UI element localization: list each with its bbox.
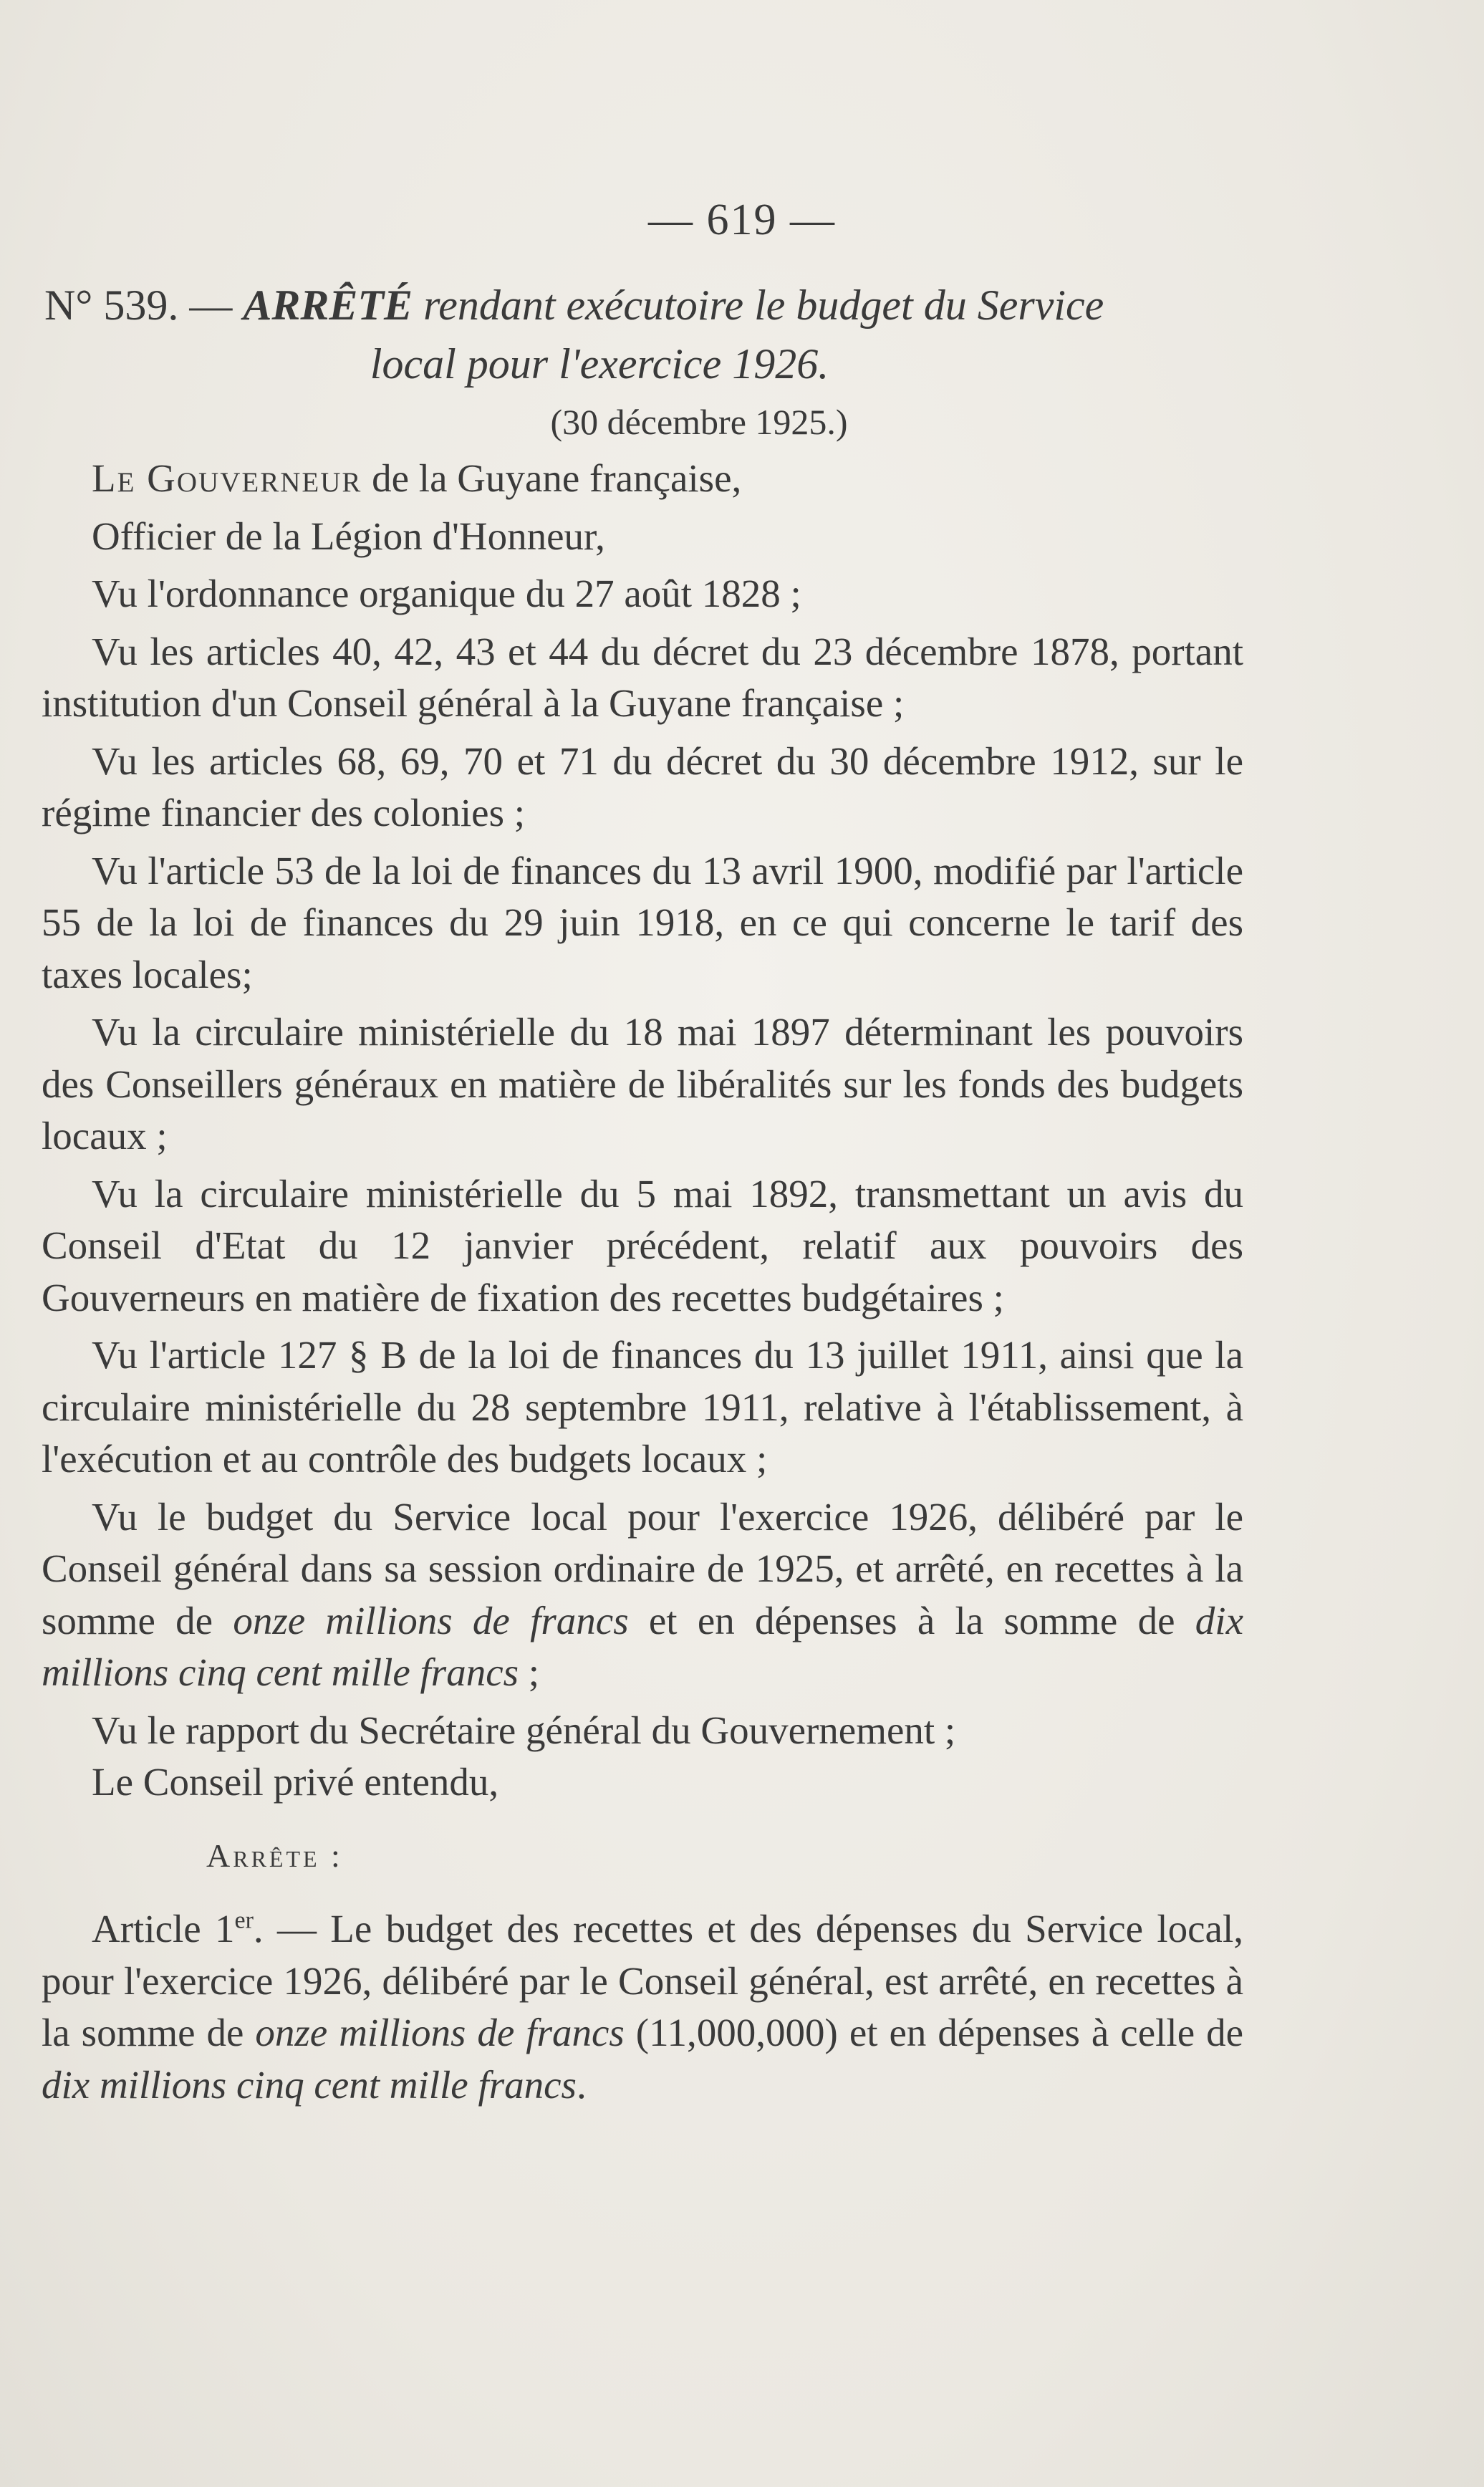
article-sup: er	[234, 1907, 254, 1934]
document-title	[44, 276, 1240, 393]
text-run: Vu le budget du Service local pour l'exercice 1926, délibéré par le Conseil général dans sa session ordinaire de 1925, et arrêté, en recettes à la somme de	[42, 1494, 1243, 1642]
vu-paragraph: Vu la circulaire ministérielle du 5 mai 1892, transmettant un avis du Conseil d'Etat du 12 janvier précédent, relatif aux pouvoirs des Gouverneurs en matière de fixation des recettes budgétaires ;	[42, 1171, 1243, 1319]
text-run: .	[576, 2062, 587, 2107]
text-run: et en dépenses à la somme de	[628, 1598, 1195, 1642]
title-keyword: ARRÊTÉ	[243, 282, 413, 329]
vu-paragraph: Vu la circulaire ministérielle du 18 mai 1897 déterminant les pouvoirs des Conseillers généraux en matière de libéralités sur les fonds des budgets locaux ;	[42, 1010, 1243, 1158]
vu-paragraph: Vu l'ordonnance organique du 27 août 1828 ;	[92, 572, 801, 615]
vu-paragraph: Vu l'article 53 de la loi de finances du 13 avril 1900, modifié par l'article 55 de la loi de finances du 29 juin 1918, en ce qui concerne le tarif des taxes locales;	[42, 848, 1243, 996]
decree-date: (30 décembre 1925.)	[550, 402, 848, 442]
amount-depenses: dix millions cinq cent mille francs	[42, 2062, 577, 2107]
title-dash: —	[178, 282, 244, 329]
title-text: rendant exécutoire le budget du Service	[413, 282, 1104, 329]
decree-number: N° 539.	[44, 282, 179, 329]
page-number: — 619 —	[648, 196, 836, 244]
article-label: Article 1	[92, 1907, 235, 1950]
vu-paragraph: Vu les articles 68, 69, 70 et 71 du décret du 30 décembre 1912, sur le régime financier des colonies ;	[42, 739, 1243, 834]
article-1	[42, 1903, 1243, 2111]
governor-rank: Officier de la Légion d'Honneur,	[92, 514, 605, 558]
vu-paragraph: Vu l'article 127 § B de la loi de finances du 13 juillet 1911, ainsi que la circulaire ministérielle du 28 septembre 1911, relative à l'établissement, à l'exécution et au contrôle des budgets locaux ;	[42, 1333, 1243, 1481]
governor-title: Le Gouverneur	[92, 456, 362, 500]
arrete-label: Arrête :	[206, 1837, 343, 1874]
governor-territory: de la Guyane française,	[362, 456, 742, 500]
conseil-paragraph: Le Conseil privé entendu,	[92, 1760, 499, 1804]
text-run: ;	[519, 1650, 540, 1694]
vu-rapport-paragraph: Vu le rapport du Secrétaire général du Gouvernement ;	[92, 1708, 956, 1752]
amount-recettes: onze millions de francs	[233, 1598, 629, 1642]
text-run: (11,000,000) et en dépenses à celle de	[624, 2011, 1243, 2054]
governor-line	[42, 453, 1243, 505]
text-run: . — Le budget des recettes et des dépenses du Service local, pour l'exercice 1926, délibéré par le Conseil général, est arrêté, en recettes à la somme de	[42, 1907, 1243, 2054]
vu-budget-paragraph	[42, 1491, 1243, 1699]
title-line-2: local pour l'exercice 1926.	[370, 340, 829, 388]
amount-depenses: dix millions cinq cent mille francs	[42, 1598, 1243, 1694]
document-body	[42, 453, 1243, 2117]
amount-recettes: onze millions de francs	[255, 2011, 625, 2054]
vu-paragraph: Vu les articles 40, 42, 43 et 44 du décret du 23 décembre 1878, portant institution d'un Conseil général à la Guyane française ;	[42, 629, 1243, 725]
